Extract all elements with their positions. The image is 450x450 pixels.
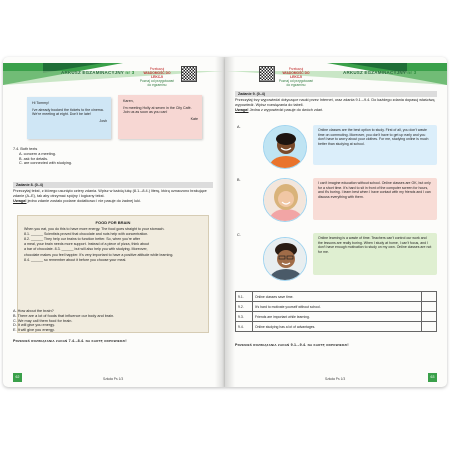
header-title: ARKUSZ EGZAMINACYJNY nr 3	[343, 70, 417, 75]
left-page	[3, 57, 225, 387]
answer-cell[interactable]	[422, 292, 437, 302]
transfer-instruction: Przenieś rozwiązania zadań 7.4.–8.4. na kartę odpowiedzi!	[13, 339, 127, 343]
item-label-b: B.	[237, 178, 241, 182]
header-title: ARKUSZ EGZAMINACYJNY nr 3	[61, 70, 135, 75]
answer-cell[interactable]	[422, 322, 437, 332]
article-title: FOOD FOR BRAIN	[95, 220, 131, 225]
table-row: 9.3. Friends are important while learning.	[236, 312, 437, 322]
right-header-band	[225, 63, 447, 85]
transfer-instruction: Przenieś rozwiązania zadań 9.1.–9.4. na kartę odpowiedzi!	[235, 343, 349, 347]
task-8-instructions: Przeczytaj tekst, z którego usunięto cztery zdania. Wpisz w każdą lukę (8.1.–8.4.) literę, którą oznaczono brakujące zdanie (A–E), tak aby otrzymać spójny i logiczny tekst. Uwaga! jedno zdanie zostało podane dodatkowo i nie pasuje do żadnej luki.	[13, 189, 207, 203]
question-7-4: 7.4. Both texts A. concern a meeting. B. ask for details. C. are connected with studying.	[13, 147, 213, 166]
table-row: 9.4. Online studying has a lot of advantages.	[236, 322, 437, 332]
textbook-spread	[3, 57, 447, 387]
item-label-c: C.	[237, 233, 241, 237]
task-9-heading: Zadanie 9. (0–4)	[235, 91, 437, 97]
page-number: 63	[428, 373, 437, 382]
student-photo-b	[263, 178, 307, 222]
qr-code-icon[interactable]	[259, 66, 275, 82]
footer-code: Szkoła Ps 1/3	[325, 377, 346, 381]
student-photo-c	[263, 237, 307, 281]
article-line: 8.1. ______ Scientists proved that chocolate and nuts help with concentration.	[24, 232, 149, 237]
article-line: a meal, your brain needs more support. Instead of a piece of pizza, think about	[24, 242, 150, 247]
option-a: A. concern a meeting.	[19, 151, 56, 156]
statement-c: Online learning is a waste of time. Teachers can't control our work and the lessons are really boring. When I study at home, I can't focus, and I don't have enough motivation to study on my own. Online classes are not for me.	[313, 233, 437, 275]
right-page	[225, 57, 447, 387]
answer-cell[interactable]	[422, 312, 437, 322]
article-line: a bar of chocolate. 8.3. ______ but will also help you with studying. Moreover,	[24, 247, 148, 252]
left-header-band	[3, 63, 225, 85]
article-line: chocolate makes you feel happier. It's very important to have a positive attitude while learning.	[24, 252, 174, 257]
task-8-options: A. How about the brain? B. There are a lot of foods that influence our body and brain. C. We may call them food for brain. D. It will give you energy. E. It will give you energy.	[13, 309, 115, 333]
page-number: 62	[13, 373, 22, 382]
article-line: 8.4. ______ so remember about it before you choose your meal.	[24, 257, 127, 262]
promo-text: Przekazuj WIADOMOŚĆ DO LEKCJI Poznaj od przygotowań do egzaminu	[139, 67, 175, 87]
option-c: C. are connected with studying.	[19, 161, 72, 166]
note-josh: Hi Tommy! I've already booked the tickets to the cinema. We're meeting at eight. Don't be late! Josh	[27, 97, 111, 139]
task-9-instructions: Przeczytaj trzy wypowiedzi dotyczące nauki przez Internet, oraz zdania 9.1.–9.4. Do każdego zdania dopasuj właściwą wypowiedź. Wpisz rozwiązania do tabeli. Uwaga! Jedna z wypowiedzi pasuje do dwóch zdań.	[235, 98, 435, 112]
task-8-heading: Zadanie 8. (0–4)	[13, 182, 213, 188]
answer-cell[interactable]	[422, 302, 437, 312]
item-label-a: A.	[237, 125, 241, 129]
table-row: 9.1. Online classes save time.	[236, 292, 437, 302]
article-line: 8.2. ______ They help our brains to function better. So, when you're after	[24, 237, 141, 242]
statement-b: I can't imagine education without school. Online classes are OK, but only for a short time. It's hard to sit in front of the computer screen for hours, and it's boring. I learn best when I have contact with my friends and I can discuss everything with them.	[313, 178, 437, 220]
note-kate: Karen, I'm meeting Holly at seven in the City Café. Join us as soon as you can! Kate	[118, 95, 202, 139]
answer-table	[235, 291, 437, 332]
qr-code-icon[interactable]	[181, 66, 197, 82]
book-gutter-shadow	[215, 57, 235, 387]
article-line: When you eat, you do this to have more energy. The food goes straight to your stomach.	[24, 227, 165, 232]
promo-text: Przekazuj WIADOMOŚĆ DO LEKCJI Poznaj od przygotowań do egzaminu	[278, 67, 314, 87]
statement-a: Online classes are the best option to study. First of all, you don't waste time on commuting. Moreover, you don't have to get up early and you don't have to worry about your clothes. For me, studying online is much better than studying at school.	[313, 125, 437, 165]
option-b: B. ask for details.	[19, 156, 49, 161]
student-photo-a	[263, 125, 307, 169]
table-row: 9.2. It's hard to motivate yourself without school.	[236, 302, 437, 312]
footer-code: Szkoła Ps 1/3	[103, 377, 124, 381]
